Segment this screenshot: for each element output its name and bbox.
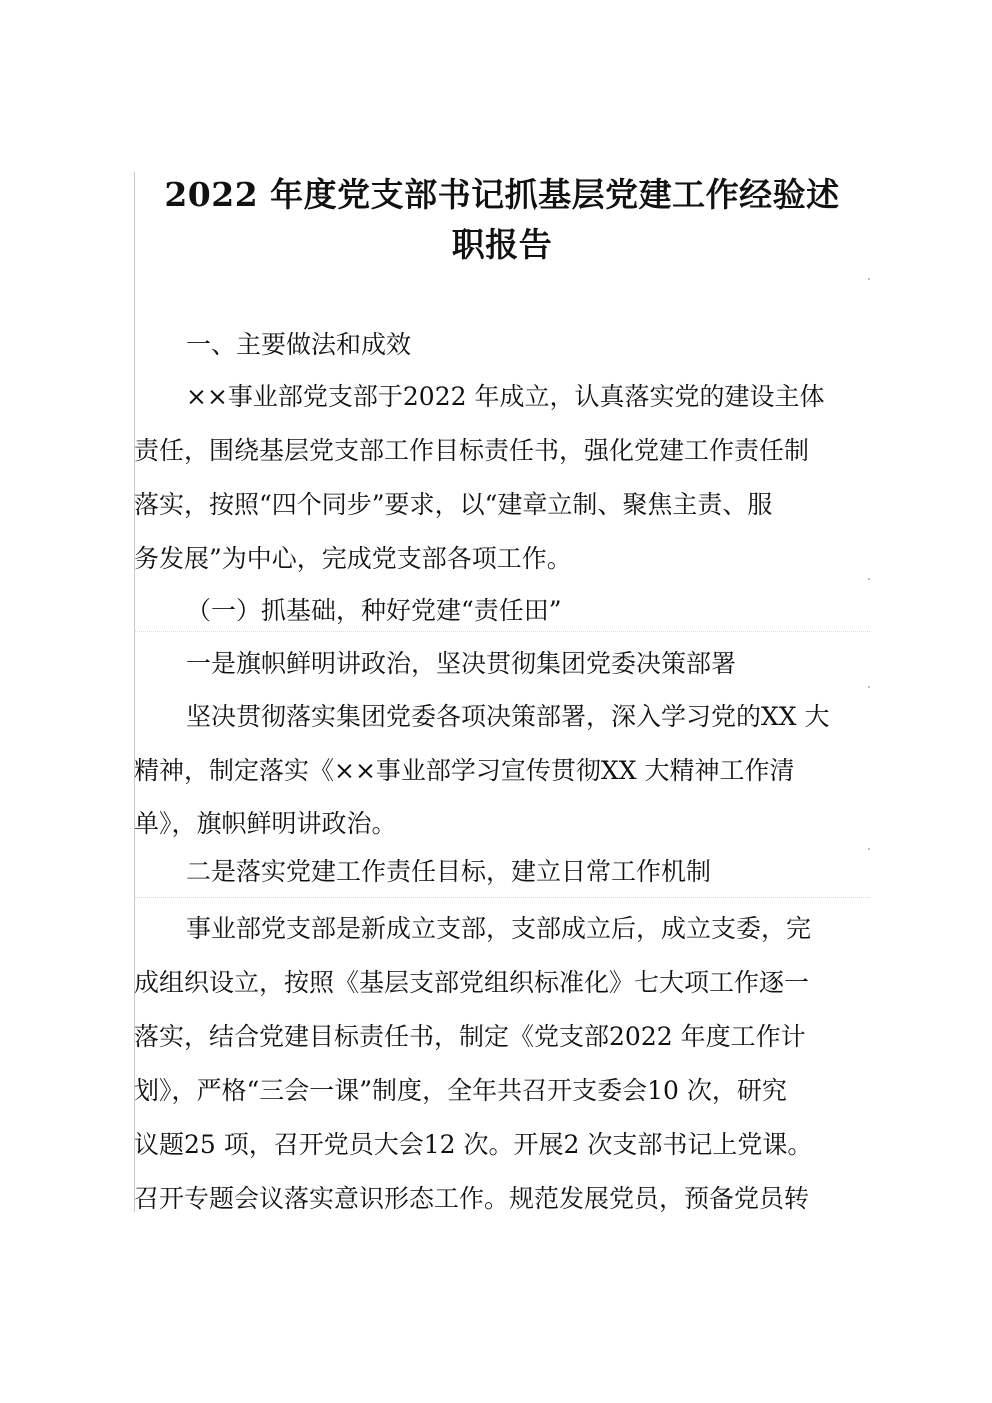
paragraph-line: ××事业部党支部于2022 年成立，认真落实党的建设主体 bbox=[186, 382, 825, 411]
point-heading-1: 一是旗帜鲜明讲政治，坚决贯彻集团党委决策部署 bbox=[186, 649, 737, 678]
edge-mark bbox=[868, 278, 870, 280]
paragraph-line: 落实，结合党建目标责任书，制定《党支部2022 年度工作计 bbox=[134, 1022, 806, 1051]
subsection-heading-1: （一）抓基础，种好党建“责任田” bbox=[186, 596, 562, 625]
paragraph-line: 划》，严格“三会一课”制度，全年共召开支委会10 次，研究 bbox=[134, 1076, 787, 1105]
separator-line bbox=[134, 631, 870, 632]
paragraph-line: 议题25 项，召开党员大会12 次。开展2 次支部书记上党课。 bbox=[134, 1130, 813, 1159]
title-line-2: 职报告 bbox=[451, 225, 553, 264]
paragraph-line: 精神，制定落实《××事业部学习宣传贯彻XX 大精神工作清 bbox=[134, 756, 795, 785]
document-title bbox=[134, 170, 870, 270]
point-heading-2: 二是落实党建工作责任目标，建立日常工作机制 bbox=[186, 857, 712, 886]
paragraph-line: 务发展”为中心，完成党支部各项工作。 bbox=[134, 544, 572, 573]
paragraph-line: 召开专题会议落实意识形态工作。规范发展党员，预备党员转 bbox=[134, 1184, 810, 1213]
edge-mark bbox=[868, 686, 870, 688]
paragraph-line: 单》，旗帜鲜明讲政治。 bbox=[134, 809, 397, 838]
paragraph-line: 落实，按照“四个同步”要求，以“建章立制、聚焦主责、服 bbox=[134, 490, 773, 519]
separator-line bbox=[134, 897, 870, 898]
edge-mark bbox=[868, 848, 870, 850]
paragraph-line: 事业部党支部是新成立支部，支部成立后，成立支委，完 bbox=[186, 914, 812, 943]
title-line-1: 2022 年度党支部书记抓基层党建工作经验述 bbox=[164, 175, 840, 214]
paragraph-line: 坚决贯彻落实集团党委各项决策部署，深入学习党的XX 大 bbox=[186, 702, 830, 731]
paragraph-line: 责任，围绕基层党支部工作目标责任书，强化党建工作责任制 bbox=[134, 436, 810, 465]
section-heading-1: 一、主要做法和成效 bbox=[186, 330, 412, 359]
paragraph-line: 成组织设立，按照《基层支部党组织标准化》七大项工作逐一 bbox=[134, 968, 810, 997]
edge-mark bbox=[868, 578, 870, 580]
